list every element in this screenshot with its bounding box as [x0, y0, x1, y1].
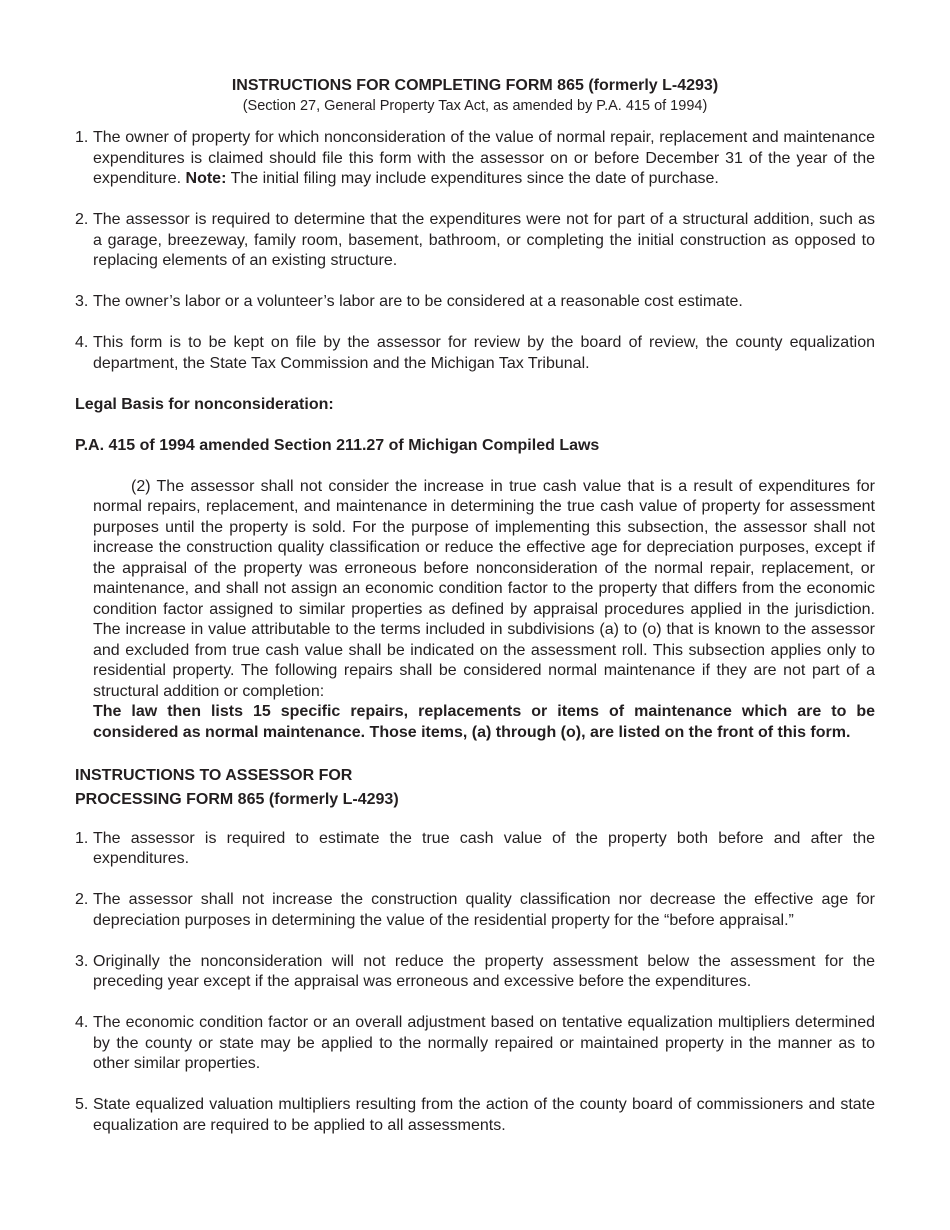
item-text: The assessor is required to determine that the expenditures were not for part of a structural addition, such as a garage, breezeway, family room, basement, bathroom, or completing the initial construction as opposed to replacing elements of an existing structure.	[93, 211, 875, 269]
note-label: Note:	[185, 170, 227, 187]
item-text: Originally the nonconsideration will not reduce the property assessment below the assessment for the preceding year except if the appraisal was erroneous and excessive before the expenditures.	[93, 952, 875, 990]
item-number: 5.	[75, 1096, 89, 1113]
page-title: INSTRUCTIONS FOR COMPLETING FORM 865 (formerly L-4293)	[231, 77, 719, 94]
page-subtitle: (Section 27, General Property Tax Act, as amended by P.A. 415 of 1994)	[242, 98, 708, 114]
item-number: 1.	[75, 829, 89, 847]
item-text: The assessor is required to estimate the true cash value of the property both before and after the expenditures.	[93, 829, 875, 867]
document-page	[75, 76, 875, 1157]
item-text: The owner of property for which nonconsideration of the value of normal repair, replacement and maintenance expenditures is claimed should file this form with the assessor on or before December 31 of the year of the expenditure.	[93, 129, 875, 187]
note-text: The initial filing may include expenditures since the date of purchase.	[230, 170, 719, 187]
item-number: 2.	[75, 891, 89, 908]
item-number: 4.	[75, 334, 89, 351]
list-item	[75, 952, 875, 993]
list-item	[75, 128, 875, 190]
list-item	[75, 1013, 875, 1075]
list-item	[75, 890, 875, 931]
list-item	[75, 1095, 875, 1136]
law-bold-note: The law then lists 15 specific repairs, replacements or items of maintenance which are to be considered as normal maintenance. Those items, (a) through (o), are listed on the front of this form.	[93, 703, 875, 741]
list-item	[75, 829, 875, 870]
assessor-heading	[75, 764, 875, 813]
item-number: 4.	[75, 1014, 89, 1031]
item-text: This form is to be kept on file by the assessor for review by the board of review, the county equalization department, the State Tax Commission and the Michigan Tax Tribunal.	[93, 334, 875, 372]
item-number: 3.	[75, 952, 89, 970]
item-text: The assessor shall not increase the construction quality classification nor decrease the effective age for depreciation purposes in determining the value of the residential property for the “before appraisal.”	[93, 891, 875, 929]
item-text: The economic condition factor or an overall adjustment based on tentative equalization multipliers determined by the county or state may be applied to the normally repaired or maintained property in the manner as to other similar properties.	[93, 1014, 875, 1072]
item-number: 2.	[75, 211, 89, 228]
item-text: The owner’s labor or a volunteer’s labor are to be considered at a reasonable cost estimate.	[93, 293, 743, 310]
law-text: (2) The assessor shall not consider the increase in true cash value that is a result of expenditures for normal repairs, replacement, and maintenance in determining the true cash value of property for assessment purposes until the property is sold. For the purpose of implementing this subsection, the assessor shall not increase the construction quality classification or reduce the effective age for depreciation purposes, except if the appraisal of the property was erroneous before nonconsideration of the normal repair, replacement, or maintenance, and shall not assign an economic condition factor to the property that differs from the economic condition factor assigned to similar properties as defined by appraisal procedures applied in the jurisdiction. The increase in value attributable to the terms included in subdivisions (a) to (o) that is known to the assessor and excluded from true cash value shall be indicated on the assessment roll. This subsection applies only to residential property. The following repairs shall be considered normal maintenance if they are not part of a structural addition or completion:	[93, 477, 875, 700]
assessor-heading-line1: INSTRUCTIONS TO ASSESSOR FOR	[75, 766, 353, 784]
owner-instructions-list	[75, 128, 875, 374]
list-item	[75, 210, 875, 272]
item-number: 1.	[75, 129, 89, 146]
list-item	[75, 292, 875, 313]
assessor-heading-line2: PROCESSING FORM 865 (formerly L-4293)	[75, 791, 399, 808]
law-heading: P.A. 415 of 1994 amended Section 211.27 of Michigan Compiled Laws	[75, 436, 600, 454]
law-paragraph	[93, 477, 875, 744]
legal-basis-heading: Legal Basis for nonconsideration:	[75, 395, 334, 413]
item-text: State equalized valuation multipliers resulting from the action of the county board of commissioners and state equalization are required to be applied to all assessments.	[93, 1096, 875, 1134]
list-item	[75, 333, 875, 374]
assessor-instructions-list	[75, 829, 875, 1137]
item-number: 3.	[75, 293, 89, 310]
